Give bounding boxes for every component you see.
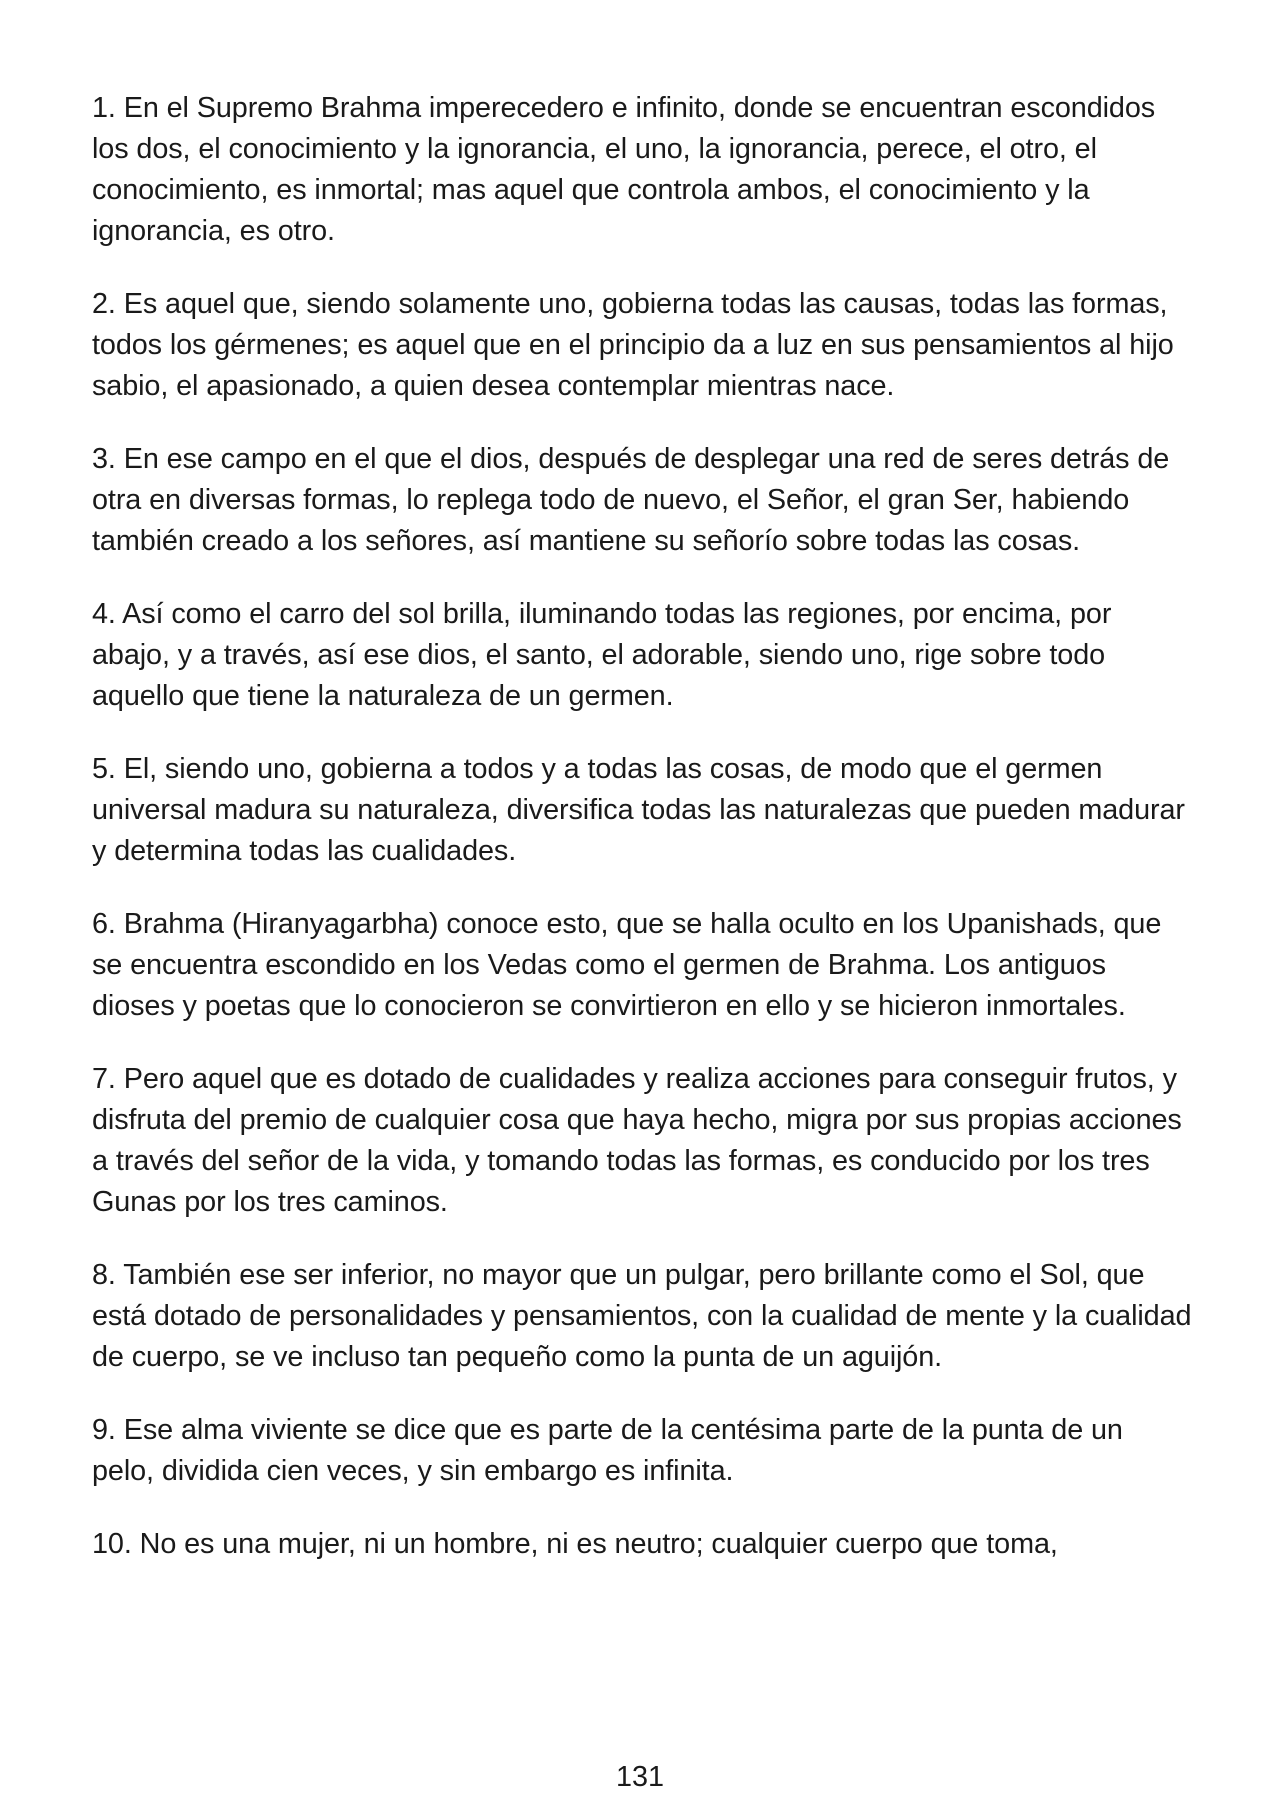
verse-4: 4. Así como el carro del sol brilla, iluminando todas las regiones, por encima, por abajo, y a través, así ese dios, el santo, el adorable, siendo uno, rige sobre todo aquello que tiene la naturaleza de un germen. [92,598,1112,712]
page-body [92,88,1192,1597]
verse-10: 10. No es una mujer, ni un hombre, ni es neutro; cualquier cuerpo que toma, [92,1528,1058,1560]
verse-8: 8. También ese ser inferior, no mayor que un pulgar, pero brillante como el Sol, que está dotado de personalidades y pensamientos, con la cualidad de mente y la cualidad de cuerpo, se ve incluso tan pequeño como la punta de un aguijón. [92,1259,1192,1373]
verse-6: 6. Brahma (Hiranyagarbha) conoce esto, que se halla oculto en los Upanishads, que se encuentra escondido en los Vedas como el germen de Brahma. Los antiguos dioses y poetas que lo conocieron se convirtieron en ello y se hicieron inmortales. [92,908,1162,1022]
verse-2: 2. Es aquel que, siendo solamente uno, gobierna todas las causas, todas las formas, todos los gérmenes; es aquel que en el principio da a luz en sus pensamientos al hijo sabio, el apasionado, a quien desea contemplar mientras nace. [92,288,1174,402]
verse-7: 7. Pero aquel que es dotado de cualidades y realiza acciones para conseguir frutos, y disfruta del premio de cualquier cosa que haya hecho, migra por sus propias acciones a través del señor de la vida, y tomando todas las formas, es conducido por los tres Gunas por los tres caminos. [92,1063,1182,1218]
verse-1: 1. En el Supremo Brahma imperecedero e infinito, donde se encuentran escondidos los dos, el conocimiento y la ignorancia, el uno, la ignorancia, perece, el otro, el conocimiento, es inmortal; mas aquel que controla ambos, el conocimiento y la ignorancia, es otro. [92,92,1156,247]
verse-9: 9. Ese alma viviente se dice que es parte de la centésima parte de la punta de un pelo, dividida cien veces, y sin embargo es infinita. [92,1414,1123,1487]
verse-3: 3. En ese campo en el que el dios, después de desplegar una red de seres detrás de otra en diversas formas, lo replega todo de nuevo, el Señor, el gran Ser, habiendo también creado a los señores, así mantiene su señorío sobre todas las cosas. [92,443,1170,557]
page-number: 131 [615,1761,665,1793]
verse-5: 5. El, siendo uno, gobierna a todos y a todas las cosas, de modo que el germen universal madura su naturaleza, diversifica todas las naturalezas que pueden madurar y determina todas las cualidades. [92,753,1185,867]
